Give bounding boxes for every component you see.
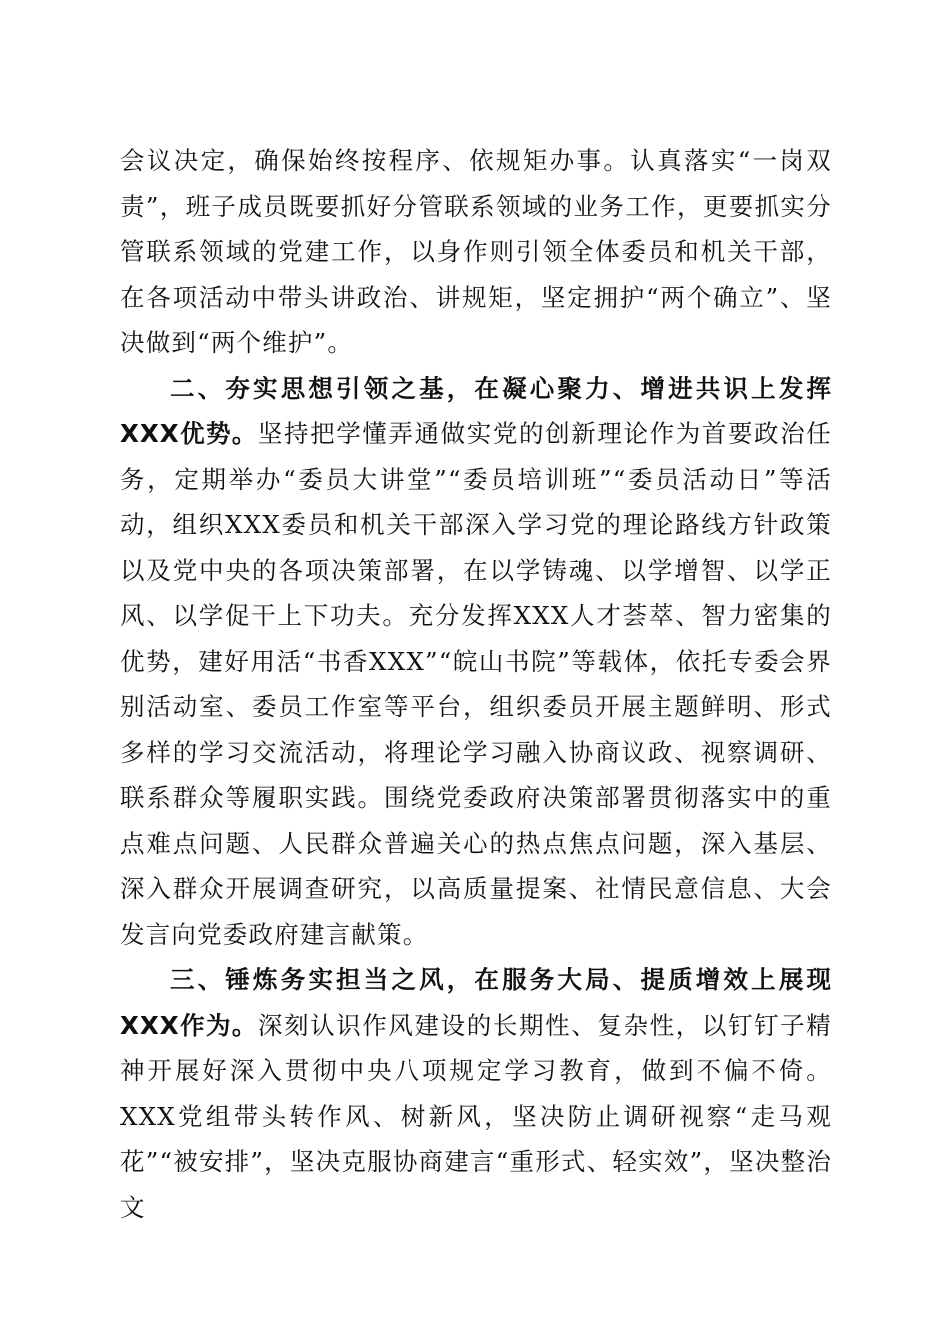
paragraph-section-two — [120, 366, 832, 958]
section-three-body: 深刻认识作风建设的长期性、复杂性，以钉钉子精神开展好深入贯彻中央八项规定学习教育，做到不偏不倚。XXX党组带头转作风、树新风，坚决防止调研视察“走马观花”“被安排”，坚决克服协商建言“重形式、轻实效”，坚决整治文 — [120, 1010, 832, 1222]
section-three-heading: 三、锤炼务实担当之风，在服务大局、提质增效上展现XXX作为。 — [120, 965, 832, 1040]
section-two-heading: 二、夯实思想引领之基，在凝心聚力、增进共识上发挥XXX优势。 — [120, 373, 832, 448]
section-two-body: 坚持把学懂弄通做实党的创新理论作为首要政治任务，定期举办“委员大讲堂”“委员培训班”“委员活动日”等活动，组织XXX委员和机关干部深入学习党的理论路线方针政策以及党中央的各项决策部署，在以学铸魂、以学增智、以学正风、以学促干上下功夫。充分发挥XXX人才荟萃、智力密集的优势，建好用活“书香XXX”“皖山书院”等载体，依托专委会界别活动室、委员工作室等平台，组织委员开展主题鲜明、形式多样的学习交流活动，将理论学习融入协商议政、视察调研、联系群众等履职实践。围绕党委政府决策部署贯彻落实中的重点难点问题、人民群众普遍关心的热点焦点问题，深入基层、深入群众开展调查研究，以高质量提案、社情民意信息、大会发言向党委政府建言献策。 — [120, 419, 832, 949]
document-body — [120, 138, 832, 1230]
paragraph-section-three — [120, 957, 832, 1230]
paragraph-continuation — [120, 138, 832, 366]
paragraph-body: 会议决定，确保始终按程序、依规矩办事。认真落实“一岗双责”，班子成员既要抓好分管联系领域的业务工作，更要抓实分管联系领域的党建工作，以身作则引领全体委员和机关干部，在各项活动中带头讲政治、讲规矩，坚定拥护“两个确立”、坚决做到“两个维护”。 — [120, 146, 832, 357]
